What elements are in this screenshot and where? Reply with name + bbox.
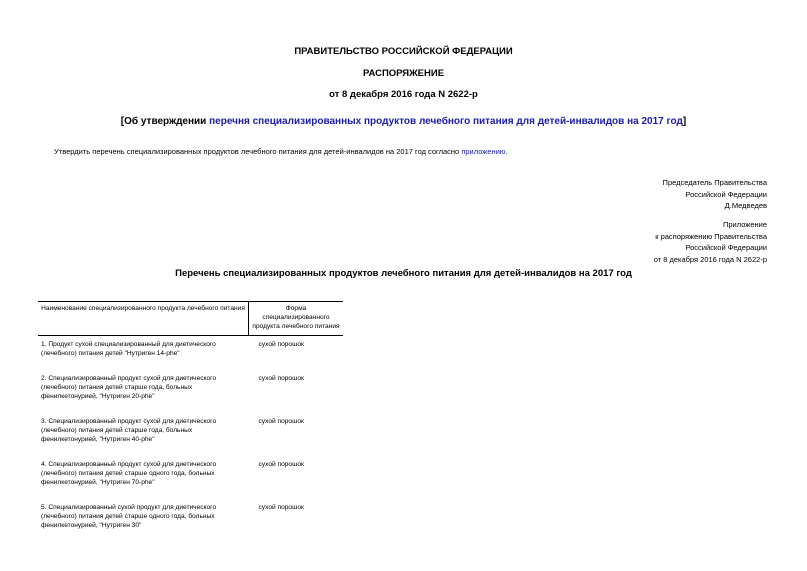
product-name: 1. Продукт сухой специализированный для диетического (лечебного) питания детей "Нутриген 14-phe" <box>41 341 216 357</box>
table-row <box>38 336 343 375</box>
appendix-link[interactable]: приложению <box>461 147 506 156</box>
body-text: Утвердить перечень специализированных продуктов лечебного питания для детей-инвалидов на 2017 год согласно <box>54 147 462 156</box>
product-name: 3. Специализированный продукт сухой для диетического (лечебного) питания детей старше года, больных фенилкетонурией, "Нутриген 40-phe" <box>41 418 217 443</box>
table-row <box>38 417 343 460</box>
body-paragraph <box>54 147 508 156</box>
appendix-label: Приложение <box>723 220 767 229</box>
government-heading: ПРАВИТЕЛЬСТВО РОССИЙСКОЙ ФЕДЕРАЦИИ <box>294 46 513 57</box>
document-title-close: ] <box>682 116 687 127</box>
signature-name: Д.Медведев <box>724 201 767 210</box>
document-date-number: от 8 декабря 2016 года N 2622-р <box>329 89 478 100</box>
signature-block <box>663 177 767 212</box>
table-row <box>38 460 343 503</box>
product-name: 5. Специализированный сухой продукт для диетического (лечебного) питания детей старше одного года, больных фенилкетонурией, "Нутриген 30" <box>41 504 217 529</box>
product-form: сухой порошок <box>258 418 304 425</box>
products-table <box>38 301 343 546</box>
document-title-open: [Об утверждении <box>120 116 210 127</box>
document-title <box>0 116 807 127</box>
product-form: сухой порошок <box>258 375 304 382</box>
product-form: сухой порошок <box>258 341 304 348</box>
product-name: 4. Специализированный продукт сухой для диетического (лечебного) питания детей старше одного года, больных фенилкетонурией, "Нутриген 70-phe" <box>41 461 217 486</box>
table-row <box>38 374 343 417</box>
body-text-end: . <box>505 147 508 156</box>
appendix-ref: к распоряжению Правительства <box>655 231 767 241</box>
signature-position: Председатель Правительства <box>662 178 767 187</box>
signature-country: Российской Федерации <box>685 189 767 199</box>
header-product-form: Форма специализированного продукта лечебного питания <box>249 302 344 336</box>
document-type: РАСПОРЯЖЕНИЕ <box>362 68 445 79</box>
product-name: 2. Специализированный продукт сухой для диетического (лечебного) питания детей старше года, больных фенилкетонурией, "Нутриген 20-phe" <box>41 375 217 400</box>
product-form: сухой порошок <box>258 504 304 511</box>
document-title-link[interactable]: перечня специализированных продуктов лечебного питания для детей-инвалидов на 2017 год <box>209 116 683 127</box>
table-row <box>38 503 343 546</box>
appendix-date: от 8 декабря 2016 года N 2622-р <box>653 254 767 264</box>
table-header-row <box>38 302 343 336</box>
header-product-name: Наименование специализированного продукта лечебного питания <box>38 302 249 336</box>
product-form: сухой порошок <box>258 461 304 468</box>
appendix-block <box>654 219 767 265</box>
list-title: Перечень специализированных продуктов лечебного питания для детей-инвалидов на 2017 год <box>175 268 632 279</box>
appendix-country: Российской Федерации <box>685 243 767 252</box>
